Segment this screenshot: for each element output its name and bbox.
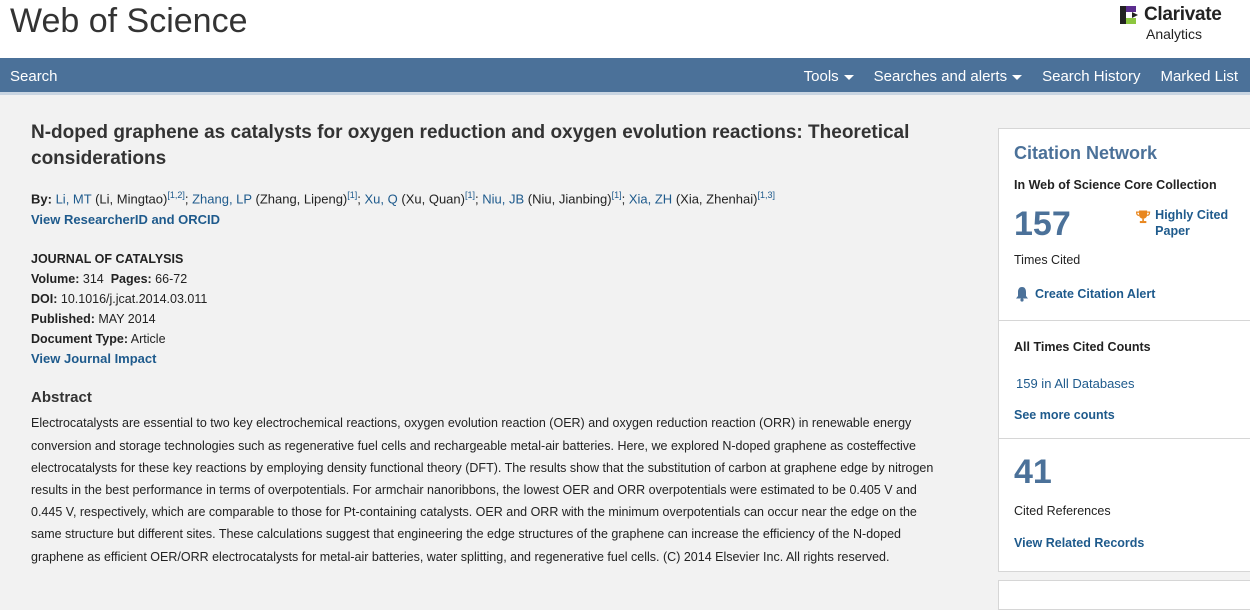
doctype-row [31,329,951,349]
pages-label: Pages: [110,272,152,287]
doi-row [31,289,951,309]
nav-searches-alerts[interactable] [874,68,1022,85]
doctype-label: Document Type: [31,332,128,347]
clarivate-sub: Analytics [1146,26,1203,42]
brand-title[interactable]: Web of Science [10,2,248,40]
nav-search-history[interactable]: Search History [1042,68,1141,85]
by-label: By: [31,191,52,207]
highly-cited-label: Highly Cited Paper [1155,208,1229,238]
view-journal-impact-link[interactable]: View Journal Impact [31,351,157,367]
highly-cited-badge[interactable] [1135,207,1245,239]
nav-marked-list[interactable]: Marked List [1160,68,1238,85]
author-affiliation[interactable]: [1] [347,190,358,200]
create-citation-alert-link[interactable] [1014,286,1155,302]
create-citation-alert-label: Create Citation Alert [1035,287,1156,301]
volume-pages-row [31,269,951,289]
see-more-counts-link[interactable]: See more counts [1014,408,1115,422]
cited-references-count[interactable]: 41 [1014,453,1052,491]
citation-network-panel [998,128,1250,572]
trophy-icon [1135,207,1151,227]
volume-label: Volume: [31,272,80,287]
nav-tools-label: Tools [803,68,839,85]
published-row [31,309,951,329]
record-title: N-doped graphene as catalysts for oxygen reduction and oxygen evolution reactions: Theoretical considerations [31,122,910,169]
published-label: Published: [31,312,95,327]
citation-network-heading: Citation Network [1014,143,1158,163]
top-header [0,0,1250,58]
times-cited-count[interactable]: 157 [1014,205,1071,243]
author-affiliation[interactable]: [1] [464,190,475,200]
clarivate-logo[interactable] [1118,4,1238,44]
author-full-name: (Li, Mingtao) [95,191,168,207]
author-full-name: (Xu, Quan) [401,191,465,207]
chevron-down-icon [844,75,854,80]
clarivate-name: Clarivate [1144,4,1222,25]
source-info [31,249,951,369]
panel-divider [999,320,1250,321]
journal-name: JOURNAL OF CATALYSIS [31,252,184,267]
author-link[interactable]: Zhang, LP [192,191,252,207]
core-collection-label: In Web of Science Core Collection [1014,178,1217,192]
author-affiliation[interactable]: [1,3] [757,190,775,200]
author-full-name: (Zhang, Lipeng) [255,191,348,207]
published-value: MAY 2014 [98,312,156,327]
nav-tools[interactable] [804,68,854,85]
nav-searches-alerts-label: Searches and alerts [873,68,1008,85]
view-researcherid-link[interactable]: View ResearcherID and ORCID [31,212,221,228]
nav-right-group [804,68,1238,85]
author-affiliation[interactable]: [1] [611,190,622,200]
abstract-heading: Abstract [31,389,92,407]
bell-icon [1014,286,1030,302]
author-link[interactable]: Li, MT [55,191,92,207]
panel-divider [999,438,1250,439]
doctype-value: Article [130,332,166,347]
author-link[interactable]: Niu, JB [482,191,525,207]
nav-search[interactable]: Search [10,68,58,85]
author-list: By: Li, MT (Li, Mingtao)[1,2]; Zhang, LP (Zhang, Lipeng)[1]; Xu, Q (Xu, Quan)[1]; Niu, JB (Niu, Jianbing)[1]; Xia, ZH (Xia, Zhenhai)[1,3] [31,190,775,207]
view-related-records-link[interactable]: View Related Records [1014,536,1145,550]
cited-references-label: Cited References [1014,504,1111,518]
pages-value: 66-72 [155,272,188,287]
volume-value: 314 [82,272,104,287]
times-cited-label: Times Cited [1014,253,1081,267]
all-databases-link[interactable]: 159 in All Databases [1016,376,1135,391]
author-full-name: (Xia, Zhenhai) [675,191,758,207]
secondary-panel [998,580,1250,610]
clarivate-logo-icon [1118,4,1140,26]
doi-label: DOI: [31,292,58,307]
abstract-text: Electrocatalysts are essential to two key electrochemical reactions, oxygen evolution reaction (OER) and oxygen reduction reaction (ORR) in renewable energy conversion and storage technologies such as regenerative fuel cells and rechargeable metal-air batteries. Here, we explored N-doped graphene as costeffective electrocatalysts for these key reactions by employing density functional theory (DFT). The results show that the substitution of carbon at graphene edge by nitrogen results in the best performance in terms of overpotentials. For armchair nanoribbons, the lowest OER and ORR overpotentials were estimated to be 0.405 V and 0.445 V, respectively, which are comparable to those for Pt-containing catalysts. OER and ORR with the minimum overpotentials can occur near the edge on the same structure but different sites. These calculations suggest that engineering the edge structures of the graphene can increase the efficiency of the N-doped graphene as efficient OER/ORR electrocatalysts for metal-air batteries, water splitting, and regenerative fuel cells. (C) 2014 Elsevier Inc. All rights reserved. [31,416,934,564]
main-nav [0,58,1250,95]
author-full-name: (Niu, Jianbing) [527,191,612,207]
chevron-down-icon [1012,75,1022,80]
author-link[interactable]: Xu, Q [364,191,398,207]
author-affiliation[interactable]: [1,2] [167,190,185,200]
doi-value: 10.1016/j.jcat.2014.03.011 [60,292,208,307]
author-link[interactable]: Xia, ZH [628,191,673,207]
all-times-cited-heading: All Times Cited Counts [1014,340,1151,354]
record-main [31,120,951,568]
